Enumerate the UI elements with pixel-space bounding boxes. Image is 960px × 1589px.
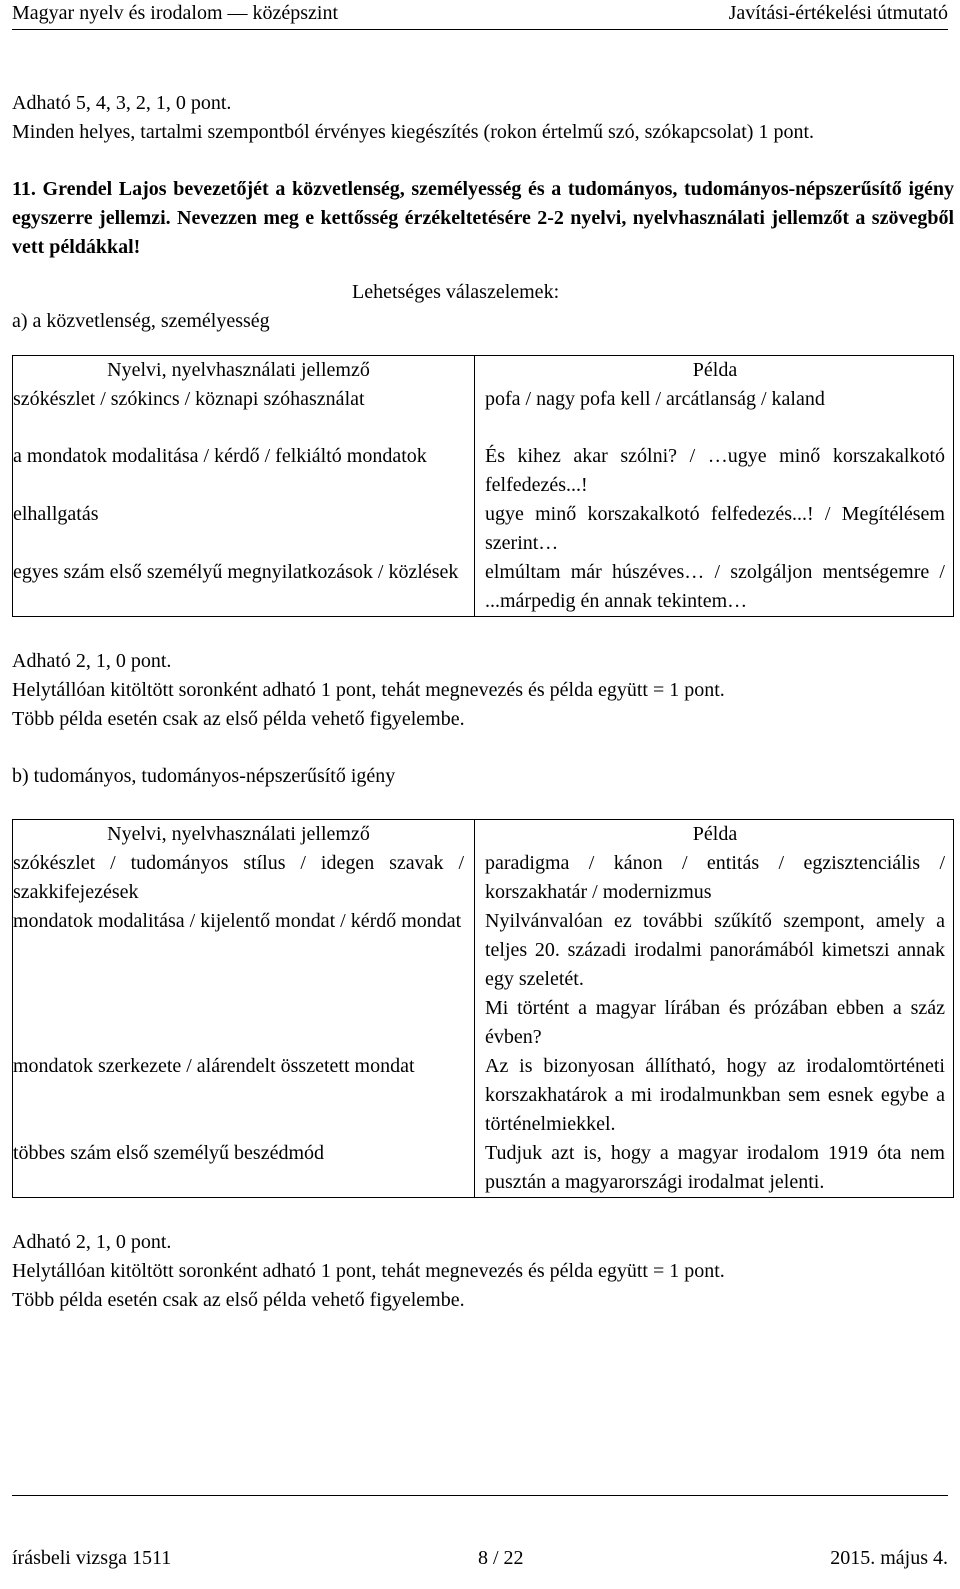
- footer-exam-code: írásbeli vizsga 1511: [12, 1547, 172, 1569]
- feature-cell: egyes szám első személyű megnyilatkozások / közlések: [13, 558, 475, 617]
- table-spacer-row: [13, 414, 954, 442]
- feature-cell: elhallgatás: [13, 500, 475, 558]
- example-cell: Az is bizonyosan állítható, hogy az irodalomtörténeti korszakhatárok a mi irodalmunkban sem esnek egybe a történelmiekkel.: [485, 1055, 945, 1135]
- section-a-label: a) a közvetlenség, személyesség: [12, 310, 270, 332]
- feature-cell: szókészlet / szókincs / köznapi szóhasználat: [13, 385, 475, 414]
- example-cell: paradigma / kánon / entitás / egzisztenciális / korszakhatár / modernizmus: [485, 852, 945, 903]
- possible-answers-label: Lehetséges válaszelemek:: [352, 281, 560, 303]
- feature-cell: többes szám első személyű beszédmód: [13, 1139, 475, 1198]
- page-footer: [12, 1544, 948, 1573]
- table-header-row: [13, 820, 954, 850]
- score-line: Adható 2, 1, 0 pont.: [12, 1231, 172, 1253]
- section-a-table: [12, 355, 954, 617]
- page-header: [12, 0, 948, 30]
- column-header-feature: Nyelvi, nyelvhasználati jellemző: [13, 356, 475, 386]
- section-a-heading: [12, 276, 954, 340]
- table-row: [13, 558, 954, 617]
- header-doc-type: Javítási-értékelési útmutató: [728, 2, 948, 24]
- question-11: 11. Grendel Lajos bevezetőjét a közvetlenség, személyesség és a tudományos, tudományos-népszerűsítő igény egyszerre jellemzi. Nevezzen meg e kettősség érzékeltetésére 2-2 nyelvi, nyelvhasználati jellemzőt a szövegből vett példákkal!: [12, 178, 954, 258]
- example-cell: elmúltam már húszéves… / szolgáljon mentségemre / ...márpedig én annak tekintem…: [485, 561, 945, 612]
- table-row: [13, 442, 954, 500]
- example-question: Mi történt a magyar lírában és prózában ebben a száz évben?: [485, 997, 945, 1048]
- table-row: [13, 385, 954, 414]
- scoring-note: Helytállóan kitöltött soronként adható 1 pont, tehát megnevezés és példa együtt = 1 pont.: [12, 1260, 725, 1282]
- scoring-note: Minden helyes, tartalmi szempontból érvényes kiegészítés (rokon értelmű szó, szókapcsolat) 1 pont.: [12, 121, 815, 143]
- page-number: 8 / 22: [477, 1547, 524, 1569]
- table-header-row: [13, 356, 954, 386]
- table-row: [13, 1052, 954, 1139]
- page-content: [12, 89, 954, 1315]
- scoring-note: Több példa esetén csak az első példa vehető figyelembe.: [12, 1289, 465, 1311]
- table-row: [13, 907, 954, 1052]
- scoring-note: Helytállóan kitöltött soronként adható 1 pont, tehát megnevezés és példa együtt = 1 pont.: [12, 679, 725, 701]
- score-line: Adható 5, 4, 3, 2, 1, 0 pont.: [12, 92, 232, 114]
- scoring-note: Több példa esetén csak az első példa vehető figyelembe.: [12, 708, 465, 730]
- feature-cell: mondatok modalitása / kijelentő mondat / kérdő mondat: [13, 907, 475, 1052]
- column-header-example: Példa: [692, 823, 738, 845]
- table-row: [13, 849, 954, 907]
- example-cell: És kihez akar szólni? / …ugye minő korszakalkotó felfedezés...!: [485, 445, 945, 496]
- example-cell: [475, 907, 954, 1052]
- column-header-example: Példa: [692, 359, 738, 381]
- section-b-table: [12, 819, 954, 1198]
- footer-date: 2015. május 4.: [830, 1547, 948, 1569]
- section-b-label: b) tudományos, tudományos-népszerűsítő igény: [12, 765, 396, 787]
- score-line: Adható 2, 1, 0 pont.: [12, 650, 172, 672]
- table-row: [13, 500, 954, 558]
- column-header-feature: Nyelvi, nyelvhasználati jellemző: [13, 820, 475, 850]
- feature-cell: a mondatok modalitása / kérdő / felkiáltó mondatok: [13, 442, 475, 500]
- feature-cell: mondatok szerkezete / alárendelt összetett mondat: [13, 1052, 475, 1139]
- example-cell: ugye minő korszakalkotó felfedezés...! / Megítélésem szerint…: [485, 503, 945, 554]
- example-cell: Tudjuk azt is, hogy a magyar irodalom 1919 óta nem pusztán a magyarországi irodalmat jelenti.: [485, 1142, 945, 1193]
- footer-divider: [12, 1495, 948, 1496]
- feature-cell: szókészlet / tudományos stílus / idegen szavak / szakkifejezések: [13, 849, 475, 907]
- table-row: [13, 1139, 954, 1198]
- example-cell: pofa / nagy pofa kell / arcátlanság / kaland: [485, 388, 825, 410]
- header-subject: Magyar nyelv és irodalom — középszint: [12, 2, 339, 24]
- header-divider: [12, 29, 948, 30]
- example-sentence: Nyilvánvalóan ez további szűkítő szempont, amely a teljes 20. századi irodalmi panorámából kimetszi annak egy szeletét.: [485, 910, 945, 990]
